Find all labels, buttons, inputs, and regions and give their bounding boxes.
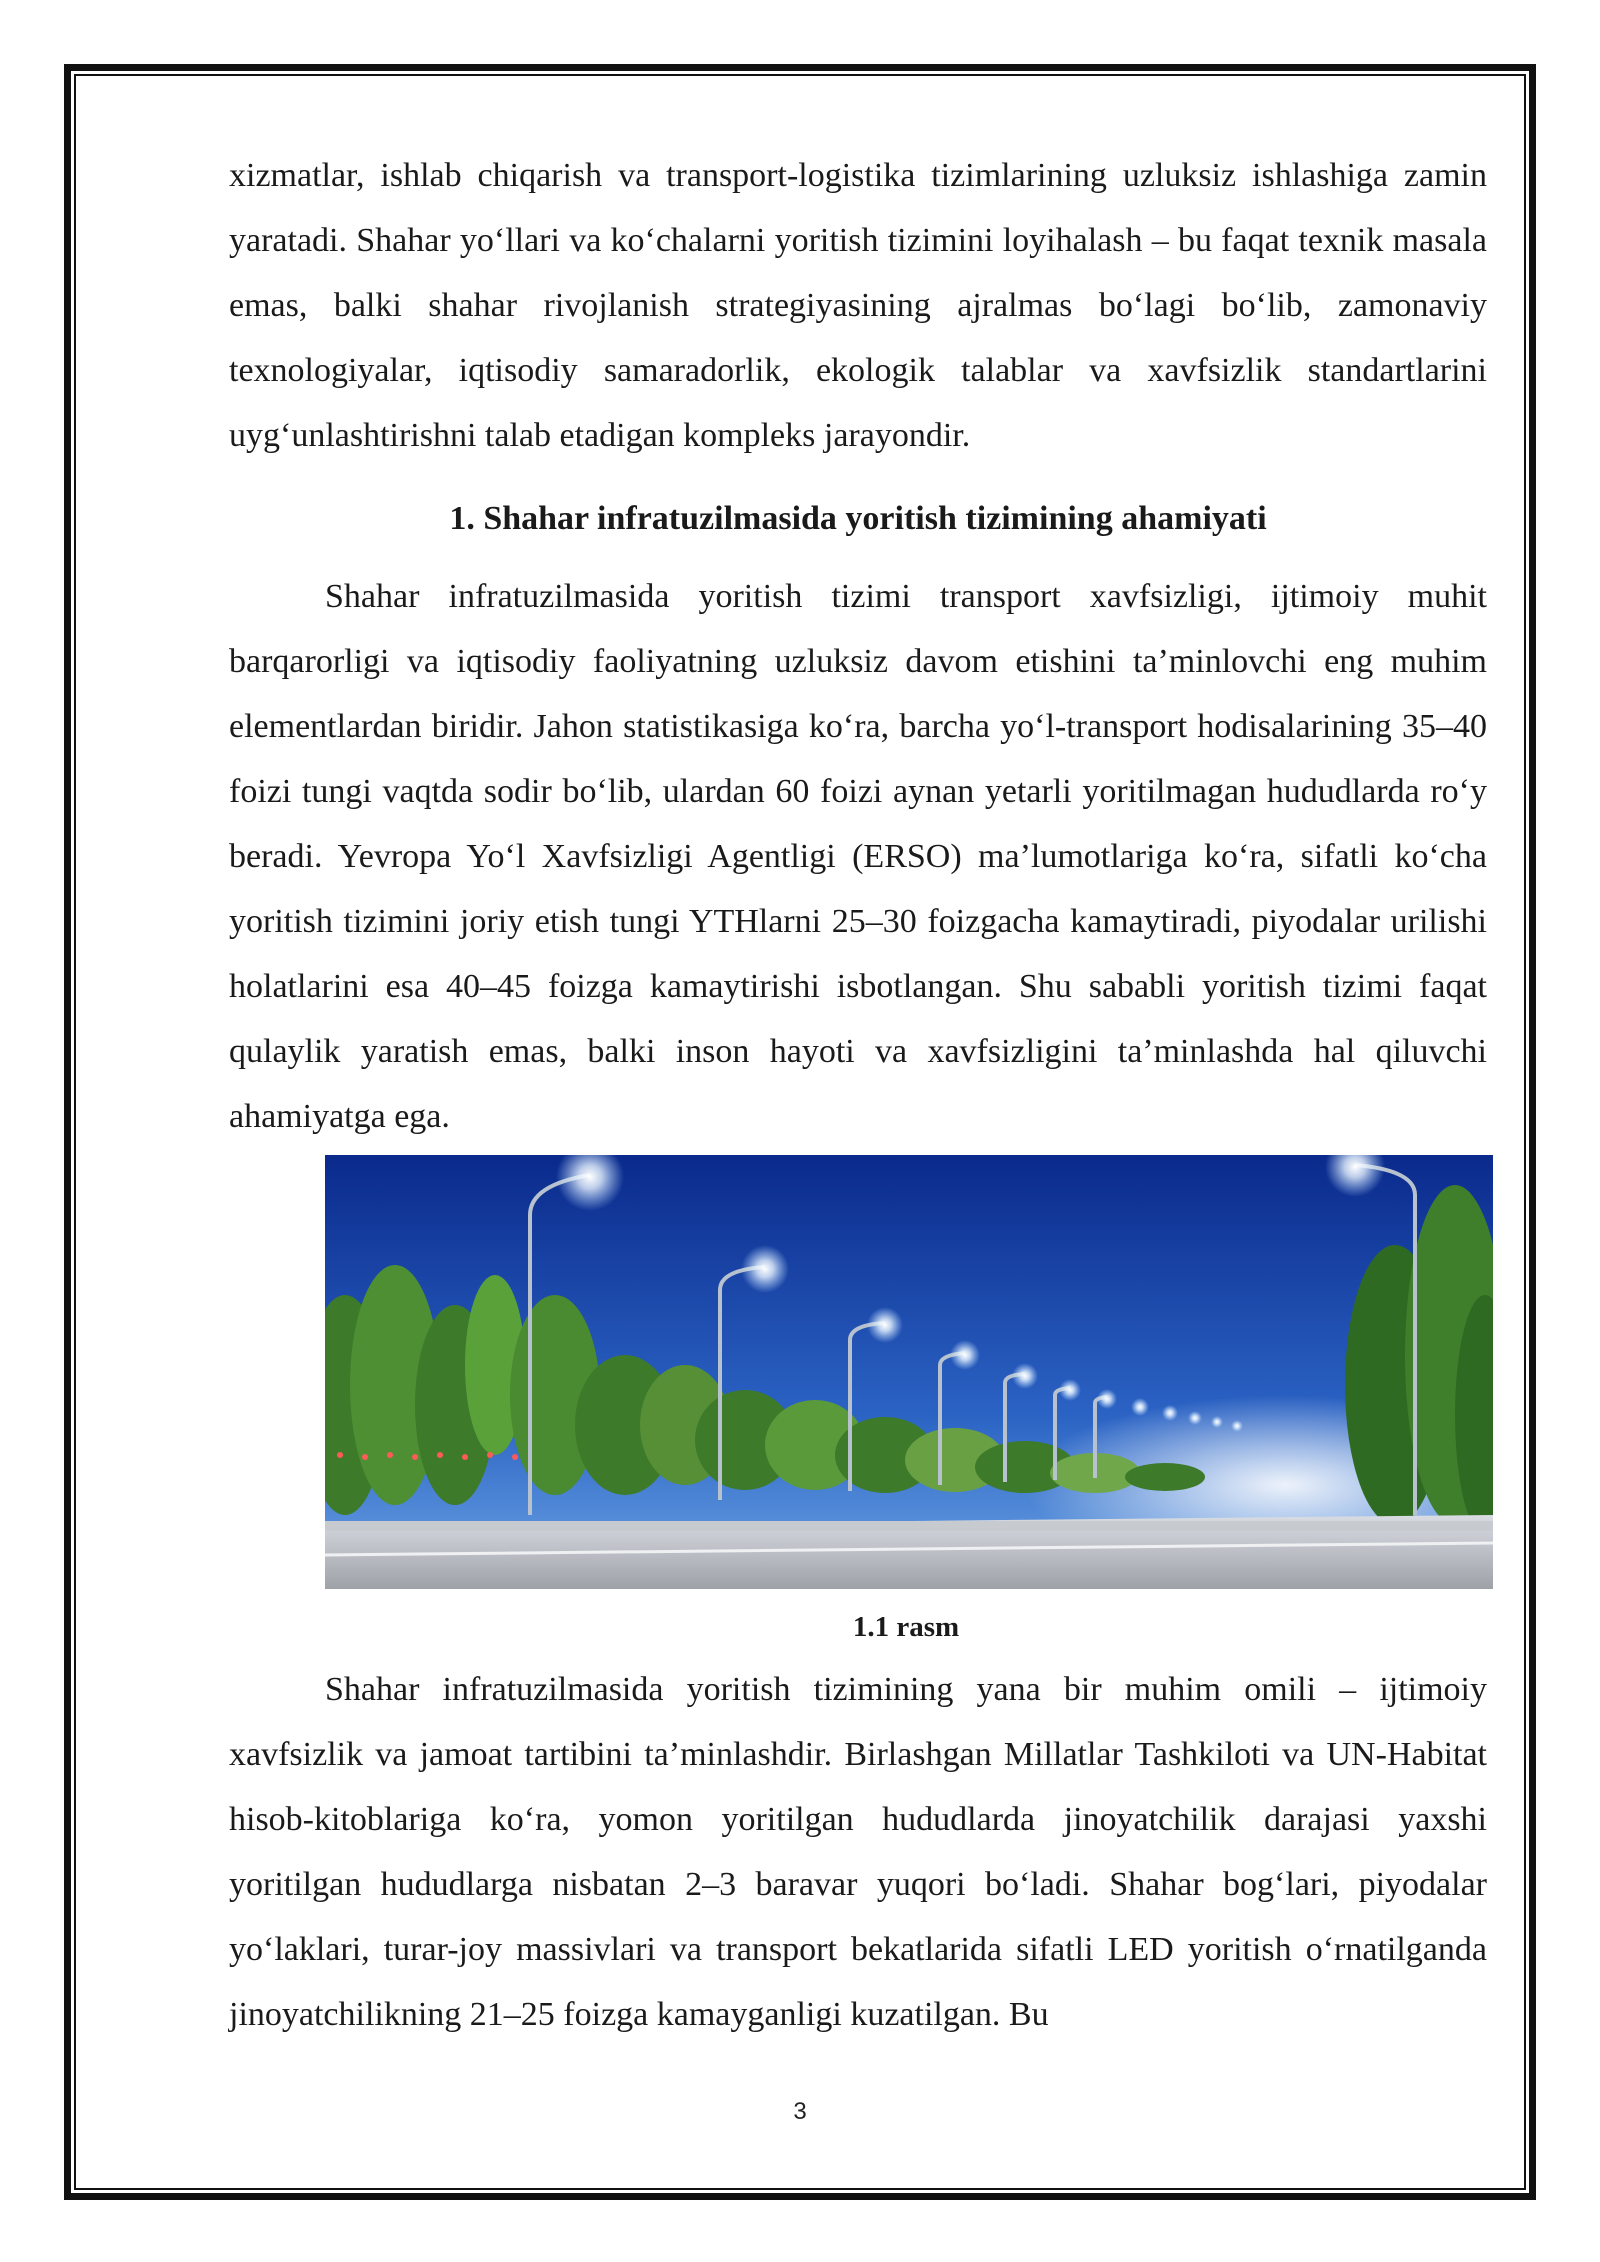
section-paragraph-1: Shahar infratuzilmasida yoritish tizimi transport xavfsizligi, ijtimoiy muhit barqarorligi va iqtisodiy faoliyatning uzluksiz davom etishini ta’minlovchi eng muhim elementlardan biridir. Jahon statistikasiga ko‘ra, barcha yo‘l-transport hodisalarining 35–40 foizi tungi vaqtda sodir bo‘lib, ulardan 60 foizi aynan yetarli yoritilmagan hududlarda ro‘y beradi. Yevropa Yo‘l Xavfsizligi Agentligi (ERSO) ma’lumotlariga ko‘ra, sifatli ko‘cha yoritish tizimini joriy etish tungi YTHlarni 25–30 foizgacha kamaytiradi, piyodalar urilishi holatlarini esa 40–45 foizga kamaytirishi isbotlangan. Shu sababli yoritish tizimi faqat qulaylik yaratish emas, balki inson hayoti va xavfsizligini ta’minlashda hal qiluvchi ahamiyatga ega. [229,578,1487,1135]
page-content [229,143,1487,2047]
section-heading: 1. Shahar infratuzilmasida yoritish tizimining ahamiyati [449,500,1267,537]
page-number: 3 [793,2098,807,2125]
section-paragraph-2: Shahar infratuzilmasida yoritish tizimining yana bir muhim omili – ijtimoiy xavfsizlik va jamoat tartibini ta’minlashdir. Birlashgan Millatlar Tashkiloti va UN-Habitat hisob-kitoblariga ko‘ra, yomon yoritilgan hududlarda jinoyatchilik darajasi yaxshi yoritilgan hududlarga nisbatan 2–3 baravar yuqori bo‘ladi. Shahar bog‘lari, piyodalar yo‘laklari, turar-joy massivlari va transport bekatlarida sifatli LED yoritish o‘rnatilganda jinoyatchilikning 21–25 foizga kamayganligi kuzatilgan. Bu [229,1671,1487,2033]
figure-caption: 1.1 rasm [852,1611,960,1643]
intro-paragraph: xizmatlar, ishlab chiqarish va transport-logistika tizimlarining uzluksiz ishlashiga zamin yaratadi. Shahar yo‘llari va ko‘chalarni yoritish tizimini loyihalash – bu faqat texnik masala emas, balki shahar rivojlanish strategiyasining ajralmas bo‘lagi bo‘lib, zamonaviy texnologiyalar, iqtisodiy samaradorlik, ekologik talablar va xavfsizlik standartlarini uyg‘unlashtirishni talab etadigan kompleks jarayondir. [229,157,1487,454]
street-lighting-photo [325,1155,1493,1589]
